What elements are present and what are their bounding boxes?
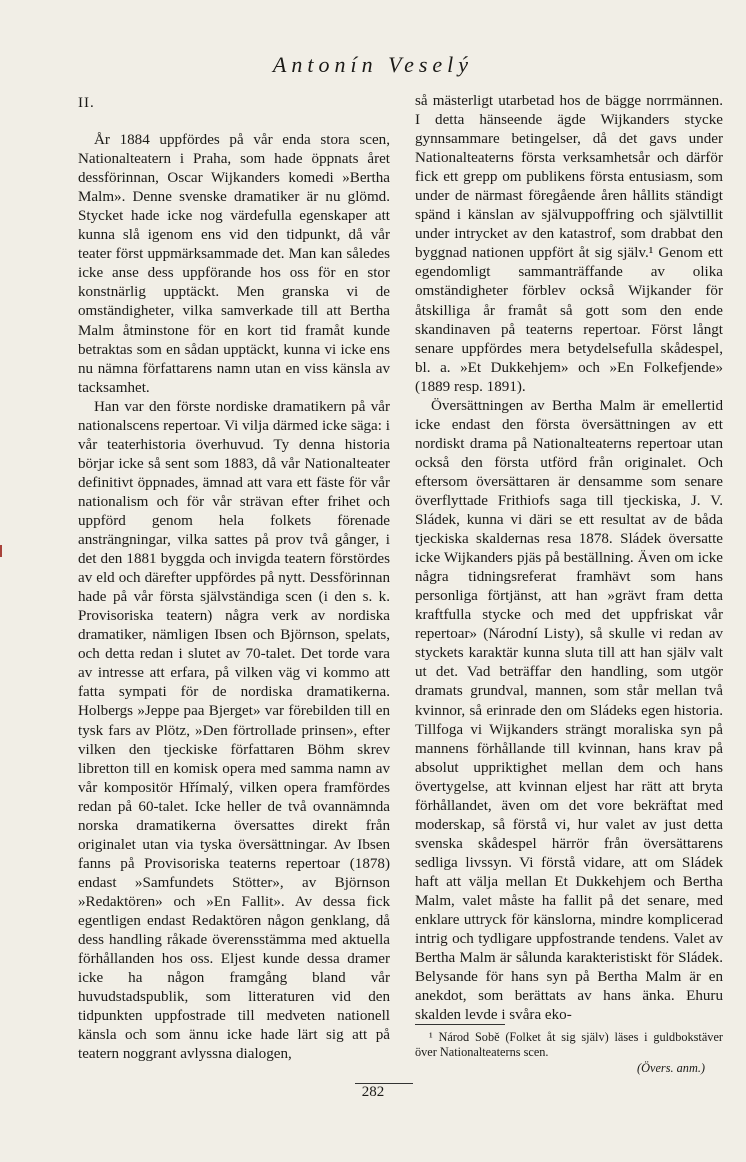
left-column [78,92,390,1064]
footnote-text: ¹ Národ Sobě (Folket åt sig själv) läses i guldbokstäver över Nationalteaterns scen. [415,1030,723,1060]
footnote [415,1030,723,1076]
margin-mark [0,545,2,557]
paragraph: så mästerligt utarbetad hos de bägge norrmännen. I detta hänseende ägde Wijkanders stycke gynnsammare betingelser, då det gavs under Nationalteaterns första verksamhetsår och därför fick ett grepp om publikens första entusiasm, som under de närmast föregående åren hållits ständigt spänd i känslan av självuppoffring och självtillit under intrycket av den katastrof, som drabbat den byggnad nationen uppfört åt sig själv.¹ Genom ett egendomligt sammanträffande av olika omständigheter förblev också Wijkander för åtskilliga år framåt så gott som den ende skandinaven på teaterns repertoar. Först långt senare uppfördes mera betydelsefulla skådespel, bl. a. »Et Dukkehjem» och »En Folkefjende» (1889 resp. 1891). [415,93,723,395]
page-number: 282 [361,1084,385,1100]
running-header: Antonín Veselý [272,52,474,77]
section-heading: II. [78,95,95,111]
right-column [415,92,723,1025]
paragraph: Översättningen av Bertha Malm är emellertid icke endast den första översättningen av ett nordiskt drama på Nationalteaterns repertoar utan också den första utförd från originalet. Och eftersom översättaren är densamme som senare överflyttade Frithiofs saga till tjeckiska, J. V. Sládek, kunna vi däri se ett resultat av de båda tjeckiska skaldernas resa 1878. Sládek översatte icke Wijkanders pjäs på beställning. Även om icke några tidningsreferat framhävt som hans personliga förtjänst, att han »grävt fram detta kraftfulla stycke och med det uppfriskat vår repertoar» (Národní Listy), så skulle vi redan av styckets karaktär kunna sluta till att han själv valt ut det. Vad beträffar den handling, som utgör dramats grundval, mannen, som står mellan två kvinnor, så erinrade den om Sládeks egen historia. Tillfoga vi Wijkanders strängt moraliska syn på mannens förhållande till kvinnan, hans krav på absolut uppriktighet mellan dem och hans övertygelse, att kvinnan eljest har rätt att bryta förhållandet, även om det vore bekräftat med moderskap, så förstå vi, hur valet av just detta svenska skådespel härrör från översättarens sedliga livssyn. Vi förstå vidare, att om Sládek haft att välja mellan Et Dukkehjem och Bertha Malm, valet måste ha fallit på det senare, med enklare uttryck för känslorna, mindre komplicerad intrig och tydligare uppfostrande tendens. Valet av Bertha Malm är sålunda karakteristiskt för Sládek. Belysande för hans syn på Bertha Malm är en anekdot, som berättats av hans änka. Ehuru skalden levde i svåra eko- [415,397,723,1024]
footnote-attribution: (Övers. anm.) [637,1060,705,1075]
paragraph: År 1884 uppfördes på vår enda stora scen, Nationalteatern i Praha, som hade öppnats året dessförinnan, Oscar Wijkanders komedi »Bertha Malm». Denne svenske dramatiker är nu glömd. Stycket hade icke nog värdefulla egenskaper att kunna slå igenom ens vid den tidpunkt, då vår teater först uppmärksammade det. Man kan således icke anse dess uppförande hos oss för en stor konstnärlig upptäckt. Men granska vi de omständigheter, vilka samverkade till att Bertha Malm åtminstone för en kort tid framåt kunde betraktas som en sådan upptäckt, kunna vi icke ens nu nämna författarens namn utan en viss känsla av tacksamhet. [78,132,390,396]
footnote-rule [415,1024,505,1025]
paragraph: Han var den förste nordiske dramatikern på vår nationalscens repertoar. Vi vilja därmed icke säga: i vår teaterhistoria överhuvud. Ty denna historia börjar icke så sent som 1883, då vår Nationalteater definitivt öppnades, ämnad att vara ett fäste för vår nationalism och för vår strävan efter frihet och uppförd genom hela folkets förenade ansträngningar, vilka sattes på prov två gånger, i det den 1881 byggda och invigda teatern förstördes av eld och därefter uppfördes på nytt. Dessförinnan hade på vår första självständiga scen (i den s. k. Provisoriska teatern) några verk av nordiska dramatiker, nämligen Ibsen och Björnson, spelats, och detta redan i slutet av 70-talet. Det torde vara av intresse att erfara, på vilken väg vi kommo att fatta sympati för de nordiska dramatikerna. Holbergs »Jeppe paa Bjerget» var förebilden till en tysk fars av Plötz, »Den förtrollade prinsen», efter vilken den tjeckiske författaren Böhm skrev libretton till en komisk opera med samma namn av vår kompositör Hřímalý, vilken opera framfördes redan på 60-talet. Icke heller de två ovannämnda norska dramatikerna översattes direkt från originalet utan via tyska översättningar. Av Ibsen fanns på Provisoriska teaterns repertoar (1878) endast »Samfundets Stötter», av Björnson »Redaktören» och »En Fallit». Av dessa fick egentligen endast Redaktören någon genklang, då dess handling råkade överensstämma med aktuella förhållanden hos oss. Eljest kunde dessa dramer icke ha någon framgång bland vår huvudstadspublik, som litteraturen vid den tidpunkten uppfostrade till medveten nationell känsla och som ännu icke hade lärt sig att på teatern noggrant avlyssna dialogen, [78,398,390,1063]
